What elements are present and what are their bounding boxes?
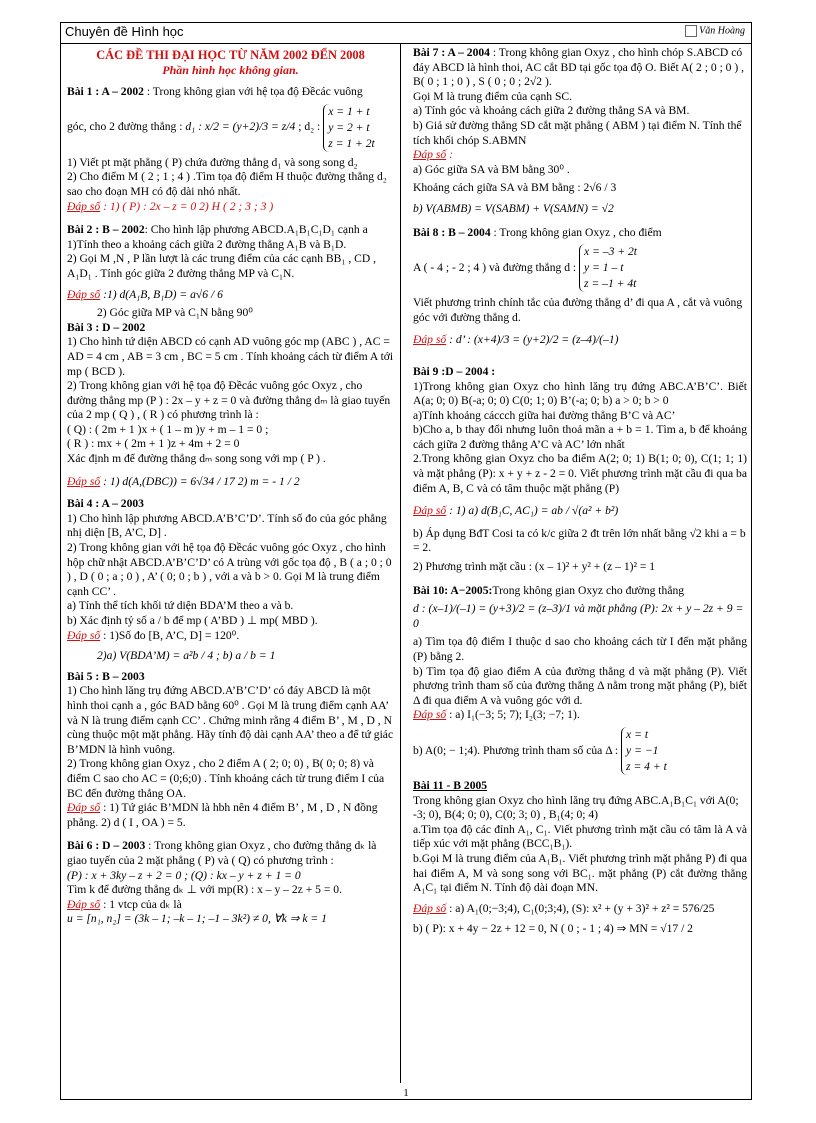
problem-4-q2: 2) Trong không gian với hệ tọa độ Đềcác vuông góc Oxyz , cho hình hộp chữ nhật ABCD.A’B’C’D’ có A trùng với gốc tọa độ , B ( a ; 0 ; 0 ) , D ( 0 ; a ; 0 ) , A’ ( 0; 0 ; b ) , với a và b > 0. Gọi M là trung điểm cạnh CC’ . <box>67 541 392 598</box>
problem-5-q2: 2) Trong không gian Oxyz , cho 2 điểm A ( 2; 0; 0) , B( 0; 0; 8) và điểm C sao cho AC = (0;6;0) . Tính khoảng cách từ trung điểm I của BC đến đường thẳng OA. <box>67 757 385 800</box>
problem-9-q2: 2.Trong không gian Oxyz cho ba điểm A(2; 0; 1) B(1; 0; 0), C(1; 1; 1) và mặt phẳng (P): x + y + z - 2 = 0. Viết phương trình mặt cầu đi qua ba điểm A, B, C và có tâm thuộc mặt phẳng (P) <box>413 452 747 495</box>
problem-9-answer-3: 2) Phương trình mặt cầu : (x – 1)² + y² + (z – 1)² = 1 <box>413 560 656 574</box>
problem-4-answer-2: 2)a) V(BDA’M) = a²b / 4 ; b) a / b = 1 <box>97 649 276 663</box>
problem-4-answer: Đáp số : 1)Số đo [B, A’C, D] = 120⁰. <box>67 628 240 642</box>
problem-11-answer: Đáp số : a) A₁(0;−3;4), C₁(0;3;4), (S): x² + (y + 3)² + z² = 576/25 <box>413 901 715 915</box>
problem-10-qb: b) Tìm tọa độ giao điểm A của đường thẳng d và mặt phẳng (P). Viết phương trình tham số của đường thẳng Δ nằm trong mặt phẳng (P), biết Δ đi qua điểm A và vuông góc với d. <box>413 664 747 707</box>
problem-3-answer: Đáp số : 1) d(A,(DBC)) = 6√34 / 17 2) m = - 1 / 2 <box>67 474 300 488</box>
problem-6-q2: Tìm k để đường thẳng dₖ ⊥ với mp(R) : x – y – 2z + 5 = 0. <box>67 883 342 897</box>
header-title: Chuyên đề Hình học <box>65 24 184 39</box>
problem-9-q1: 1)Trong không gian Oxyz cho hình lăng trụ đứng ABC.A’B’C’. Biết A(a; 0; 0) B(-a; 0; 0) C(0; 1; 0) B’(-a; 0; b) a > 0; b > 0 <box>413 379 747 408</box>
problem-9-answer: Đáp số : 1) a) d(B₁C, AC₁) = ab / √(a² + b²) <box>413 504 619 518</box>
problem-3: Bài 3 : D – 2002 <box>67 320 146 334</box>
problem-10-equation: d : (x–1)/(–1) = (y+3)/2 = (z–3)/1 và mặt phẳng (P): 2x + y – 2z + 9 = 0 <box>413 602 744 630</box>
problem-1-q2: 2) Cho điểm M ( 2 ; 1 ; 4 ) .Tìm tọa độ điểm H thuộc đường thẳng d₂ sao cho đoạn MH có độ dài nhỏ nhất. <box>67 170 387 198</box>
logo-icon <box>685 25 697 37</box>
problem-1: Bài 1 : A – 2002 : Trong không gian với hệ tọa độ Đềcác vuông <box>67 85 363 99</box>
problem-1-answer: Đáp số : 1) ( P) : 2x – z = 0 2) H ( 2 ; 3 ; 3 ) <box>67 199 274 213</box>
left-column <box>61 44 401 1083</box>
problem-7-qb: b) Giả sử đường thẳng SD cắt mặt phẳng ( ABM ) tại điểm N. Tính thể tích khối chóp S.ABMN <box>413 118 742 147</box>
problem-4-qb: b) Xác định tỷ số a / b để mp ( A’BD ) ⊥ mp( MBD ). <box>67 614 318 627</box>
problem-7: Bài 7 : A – 2004 : Trong không gian Oxyz , cho hình chóp S.ABCD có đáy ABCD là hình thoi, AC cắt BD tại gốc tọa độ O. Biết A( 2 ; 0 ; 0 ) , B( 0 ; 1 ; 0 ) , S ( 0 ; 0 ; 2√2 ). <box>413 46 745 89</box>
page <box>60 22 752 1100</box>
right-column <box>407 44 752 1083</box>
page-header <box>61 23 751 44</box>
problem-9: Bài 9 :D – 2004 : <box>413 364 496 378</box>
subtitle: Phần hình học không gian. <box>162 62 299 77</box>
problem-6: Bài 6 : D – 2003 : Trong không gian Oxyz , cho đường thẳng dₖ là giao tuyến của 2 mặt phẳng ( P) và ( Q) có phương trình : <box>67 839 377 867</box>
logo-text: Văn Hoàng <box>699 25 745 37</box>
problem-6-answer-2: u = [n₁, n₂] = (3k – 1; –k – 1; –1 – 3k²) ≠ 0, ∀k ⇒ k = 1 <box>67 912 327 926</box>
d2-system: x = 1 + t y = 2 + t z = 1 + 2t <box>323 104 375 152</box>
problem-10-qa: a) Tìm tọa độ điểm I thuộc d sao cho khoảng cách từ I đến mặt phẳng (P) bằng 2. <box>413 635 747 663</box>
problem-2-q1: 1)Tính theo a khoảng cách giữa 2 đường thẳng A₁B và B₁D. <box>67 237 347 251</box>
problem-10-answer: Đáp số : a) I₁(−3; 5; 7); I₂(3; −7; 1). <box>413 708 580 722</box>
problem-3-plane-q: ( Q) : ( 2m + 1 )x + ( 1 – m )y + m – 1 = 0 ; <box>67 422 269 436</box>
problem-6-equations: (P) : x + 3ky – z + 2 = 0 ; (Q) : kx – y + z + 1 = 0 <box>67 868 301 882</box>
problem-11: Bài 11 - B 2005 <box>413 778 488 792</box>
problem-11-answer-b: b) ( P): x + 4y − 2z + 12 = 0, N ( 0 ; - 1 ; 4) ⇒ MN = √17 / 2 <box>413 922 693 936</box>
problem-10-answer-b: b) A(0; − 1;4). Phương trình tham số của Δ : x = t y = −1 z = 4 + t <box>413 727 667 773</box>
problem-2-answer: Đáp số :1) d(A₁B, B₁D) = a√6 / 6 <box>67 287 223 301</box>
problem-11-qb: b.Gọi M là trung điểm của A₁B₁. Viết phương trình mặt phẳng P) đi qua hai điểm A, M và song song với BC₁. mặt phẳng (P) cắt đường thẳng A₁C₁ tại điểm N. Tính độ dài đoạn MN. <box>413 851 747 895</box>
problem-9-answer-2: b) Áp dụng BđT Cosi ta có k/c giữa 2 đt trên lớn nhất bằng √2 khi a = b = 2. <box>413 526 746 555</box>
problem-6-answer: Đáp số : 1 vtcp của dₖ là <box>67 897 182 911</box>
problem-5-q1: 1) Cho hình lăng trụ đứng ABCD.A’B’C’D’ có đáy ABCD là một hình thoi cạnh a , góc BAD bằng 60⁰ . Gọi M là trung điểm cạnh AA’ và N là trung điểm cạnh CC’ . Chứng minh rằng 4 điểm B’ , M , D , N cùng thuộc một mặt phẳng. Hãy tính độ dài cạnh AA’ theo a để tứ giác B’MDN là hình vuông. <box>67 684 394 756</box>
problem-7-answer-dist: Khoảng cách giữa SA và BM bằng : 2√6 / 3 <box>413 181 617 195</box>
problem-2-q2: 2) Gọi M ,N , P lần lượt là các trung điểm của các cạnh BB₁ , CD , A₁D₁ . Tính góc giữa 2 đường thẳng MP và C₁N. <box>67 252 377 280</box>
problem-1-q1: 1) Viết pt mặt phẳng ( P) chứa đường thẳng d₁ và song song d₂ <box>67 155 358 169</box>
problem-4-qa: a) Tính thể tích khối tứ diện BDA’M theo a và b. <box>67 599 294 613</box>
problem-4-q1: 1) Cho hình lập phương ABCD.A’B’C’D’. Tính số đo của góc phẳng nhị diện [B, A’C, D] . <box>67 511 387 540</box>
problem-7-answer-label: Đáp số : <box>413 148 453 162</box>
problem-3-plane-r: ( R ) : mx + ( 2m + 1 )z + 4m + 2 = 0 <box>67 437 240 451</box>
problem-2: Bài 2 : B – 2002: Cho hình lập phương ABCD.A₁B₁C₁D₁ cạnh a <box>67 223 368 237</box>
problem-8-q3: Viết phương trình chính tắc của đường thẳng d’ đi qua A , cắt và vuông góc với đường thẳng d. <box>413 296 743 324</box>
problem-4: Bài 4 : A – 2003 <box>67 497 144 511</box>
problem-7-answer-b: b) V(ABMB) = V(SABM) + V(SAMN) = √2 <box>413 201 614 215</box>
page-number: 1 <box>403 1087 409 1099</box>
problem-8: Bài 8 : B – 2004 : Trong không gian Oxyz , cho điểm <box>413 225 662 239</box>
problem-8-answer: Đáp số : d’ : (x+4)/3 = (y+2)/2 = (z–4)/(–1) <box>413 333 619 347</box>
problem-7-answer-a: a) Góc giữa SA và BM bằng 30⁰ . <box>413 162 570 176</box>
problem-9-qb: b)Cho a, b thay đổi nhưng luôn thoả mãn a + b = 1. Tìm a, b để khoảng cách giữa 2 đường thẳng A’C và AC’ lớn nhất <box>413 423 747 451</box>
main-title: CÁC ĐỀ THI ĐẠI HỌC TỪ NĂM 2002 ĐẾN 2008 <box>96 48 365 62</box>
problem-5-answer: Đáp số : 1) Tứ giác B’MDN là hbh nên 4 điểm B’ , M , D , N đồng phẳng. 2) d ( I , OA ) = 5. <box>67 801 378 829</box>
problem-3-q3: Xác định m để đường thẳng dₘ song song với mp ( P ) . <box>67 452 326 466</box>
problem-3-q2: 2) Trong không gian với hệ tọa độ Đềcác vuông góc Oxyz , cho đường thẳng mp (P ) : 2x – y + z = 0 và đường thẳng dₘ là giao tuyến của 2 mp ( Q ) , ( R ) có phương trình là : <box>67 379 391 422</box>
problem-9-qa: a)Tính khoảng cáccch giữa hai đường thẳng B’C và AC’ <box>413 408 676 422</box>
problem-7-q2: Gọi M là trung điểm của cạnh SC. <box>413 89 573 103</box>
line-d-system: x = –3 + 2t y = 1 – t z = –1 + 4t <box>579 244 637 292</box>
author-logo <box>685 25 745 37</box>
problem-1-lines: góc, cho 2 đường thẳng : d₁ : x/2 = (y+2)/3 = z/4 ; d₂ : x = 1 + t y = 2 + t z = 1 + 2t <box>67 104 375 150</box>
problem-2-answer-2: 2) Góc giữa MP và C₁N bằng 90⁰ <box>97 306 253 320</box>
problem-5: Bài 5 : B – 2003 <box>67 669 145 683</box>
problem-7-qa: a) Tính góc và khoảng cách giữa 2 đường thẳng SA và BM. <box>413 104 690 118</box>
problem-11-q: Trong không gian Oxyz cho hình lăng trụ đứng ABC.A₁B₁C₁ với A(0; -3; 0), B(4; 0; 0), C(0; 3; 0) , B₁(4; 0; 4) <box>413 793 739 822</box>
problem-10: Bài 10: A−2005:Trong không gian Oxyz cho đường thẳng <box>413 583 685 597</box>
problem-3-q1: 1) Cho hình tứ diện ABCD có cạnh AD vuông góc mp (ABC ) , AC = AD = 4 cm , AB = 3 cm , BC = 5 cm . Tính khoảng cách từ điểm A tới mp ( BCD ). <box>67 335 394 378</box>
problem-11-qa: a.Tìm tọa độ các đỉnh A₁, C₁. Viết phương trình mặt cầu có tâm là A và tiếp xúc với mặt phẳng (BCC₁B₁). <box>413 822 747 851</box>
problem-8-line: A ( - 4 ; - 2 ; 4 ) và đường thẳng d : x = –3 + 2t y = 1 – t z = –1 + 4t <box>413 245 638 291</box>
delta-system: x = t y = −1 z = 4 + t <box>621 727 667 775</box>
